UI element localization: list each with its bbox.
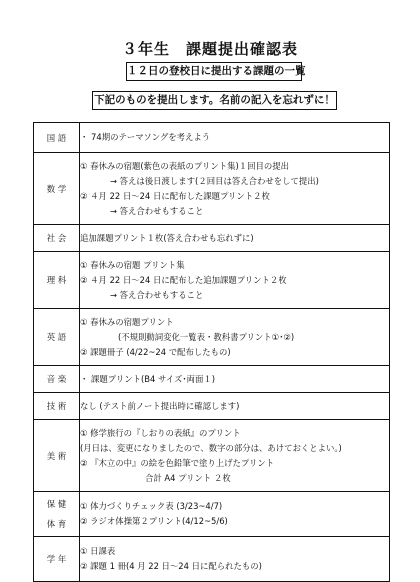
subject-cell [34,252,80,309]
table-row [34,420,390,492]
subject-name: 音 楽 [46,374,67,384]
assignment-cell [80,225,390,252]
table-row [34,309,390,366]
assignment-line: 追加課題プリント１枚(答え合わせも忘れずに) [80,232,254,243]
subject-name: 保 健 [46,499,67,509]
subject-cell [34,393,80,420]
assignment-line: ② ４月 22 日～24 日に配布した課題プリント２枚 [80,190,270,201]
assignment-line: → 答え合わせもすること [110,289,204,300]
assignment-line: → 答えは後日渡します(２回目は答え合わせをして提出) [110,175,319,186]
assignment-cell [80,393,390,420]
page-title: ３年生 課題提出確認表 [121,40,298,58]
assignment-cell [80,153,390,225]
table-row [34,492,390,537]
subject-name: 英 語 [46,332,67,342]
assignment-cell [80,309,390,366]
assignment-line: ① 体力づくりチェック表 (3/23~4/7) [80,501,223,511]
subject-name: 理 科 [46,275,67,285]
assignment-line: ・ 課題プリント(B4 サイズ･両面１) [80,373,215,384]
subject-name: 技 術 [46,401,67,411]
assignment-line: ② ラジオ体操第２プリント(4/12~5/6) [80,516,228,526]
table-row [34,153,390,225]
subject-name: 体 育 [46,519,67,529]
subject-cell [34,366,80,393]
assignment-line: ① 修学旅行の『しおりの表紙』のプリント [80,427,241,438]
assignment-cell [80,252,390,309]
table-row [34,123,390,153]
assignment-line: ② 課題 1 冊(4 月 22 日～24 日に配られたもの) [80,561,262,571]
table-row [34,537,390,582]
subject-cell [34,309,80,366]
subject-cell [34,153,80,225]
assignment-line: ② ４月 22 日～24 日に配布した追加課題プリント２枚 [80,274,287,285]
assignment-line: ① 春休みの宿題(紫色の表紙のプリント集)１回目の提出 [80,160,289,171]
subject-name: 学 年 [46,554,67,564]
table-row [34,366,390,393]
subject-cell [34,537,80,582]
assignment-line: ・ 74期のテーマソングを考えよう [80,132,211,142]
assignment-cell [80,537,390,582]
assignment-line: (不規則動詞変化一覧表・教科書プリント①･②) [118,331,295,342]
assignment-line: ② 課題冊子 (4/22~24 で配布したもの) [80,346,231,357]
subject-name: 数 学 [46,183,67,194]
subject-cell [34,492,80,537]
assignment-line: → 答え合わせもすること [110,205,204,216]
subject-cell [34,123,80,153]
assignment-table [33,122,390,582]
assignment-cell [80,123,390,153]
subject-name: 美 術 [46,450,67,461]
assignment-line: 合計 A4 プリント ２枚 [145,472,231,483]
assignment-line: なし (テスト前ノート提出時に確認します) [80,400,240,411]
submission-list-heading: １２日の登校日に提出する課題の一覧 [126,62,302,81]
table-row [34,252,390,309]
table-row [34,225,390,252]
assignment-line: ① 春休みの宿題プリント [80,316,174,327]
subject-cell [34,420,80,492]
table-row [34,393,390,420]
assignment-cell [80,420,390,492]
assignment-line: ① 日課表 [80,546,116,556]
subject-name: 社 会 [46,233,67,243]
assignment-cell [80,366,390,393]
subject-name: 国 語 [46,132,67,143]
assignment-line: ② 『木立の中』の絵を色鉛筆で塗り上げたプリント [80,457,275,468]
instruction-banner: 下記のものを提出します。名前の記入を忘れずに！ [92,91,337,110]
assignment-cell [80,492,390,537]
assignment-line: (月日は、変更になりましたので、数字の部分は、あけておくとよい。) [80,442,342,453]
subject-cell [34,225,80,252]
assignment-line: ① 春休みの宿題 プリント集 [80,259,185,270]
